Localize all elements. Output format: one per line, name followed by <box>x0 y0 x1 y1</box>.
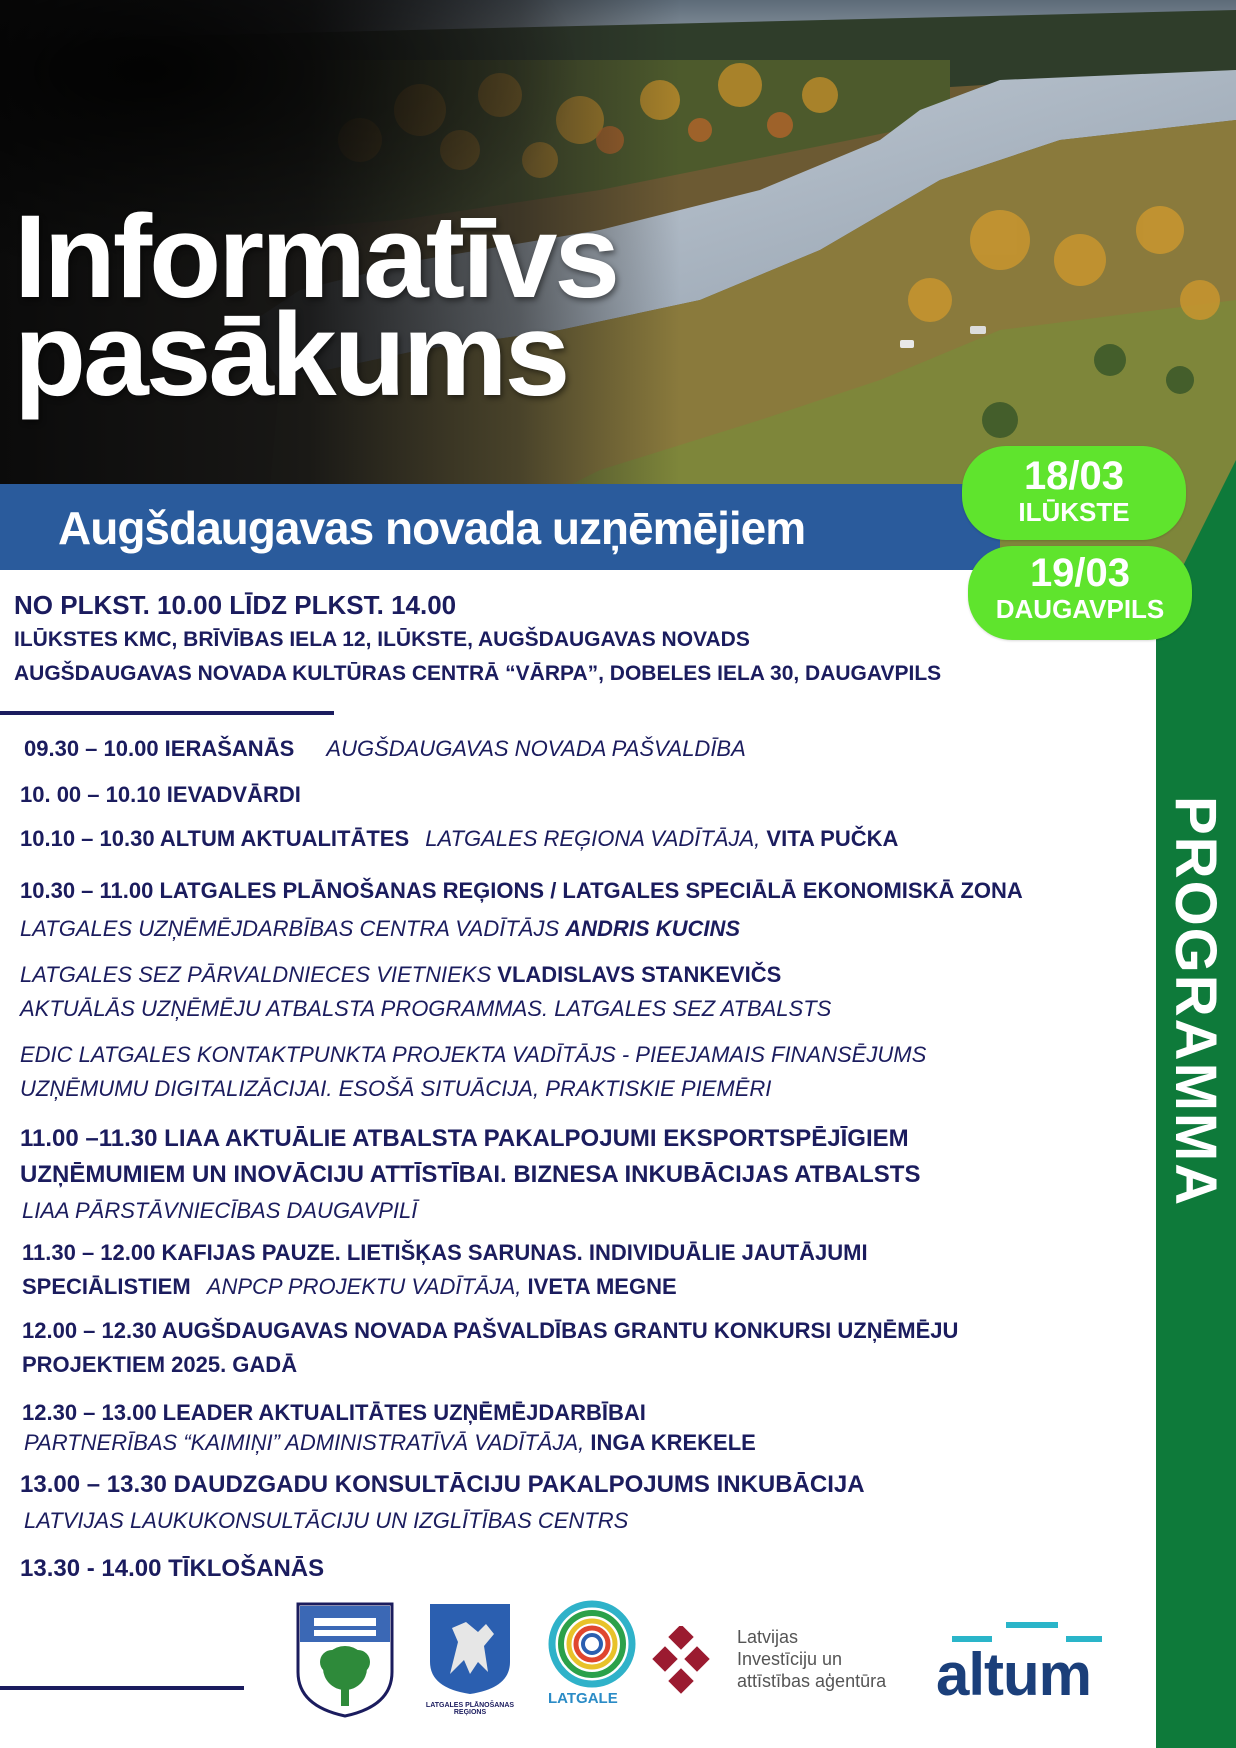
address-1: ILŪKSTES KMC, BRĪVĪBAS IELA 12, ILŪKSTE, AUGŠDAUGAVAS NOVADS <box>14 628 750 651</box>
item-speaker: VLADISLAVS STANKEVIČS <box>497 962 782 987</box>
item-time: 10.10 – 10.30 ALTUM AKTUALITĀTES <box>20 826 410 851</box>
lpr-caption <box>420 1702 520 1716</box>
program-item: 12.30 – 13.00 LEADER AKTUALITĀTES UZŅĒMĒJDARBĪBAI <box>22 1400 646 1425</box>
program-item <box>20 912 740 946</box>
lpr-caption-line-2: REĢIONS <box>453 1709 487 1716</box>
item-speaker: IVETA MEGNE <box>527 1274 677 1299</box>
event-subtitle: Augšdaugavas novada uzņēmējiem <box>58 502 806 554</box>
latgale-caption: LATGALE <box>548 1690 618 1707</box>
program-item: UZŅĒMUMU DIGITALIZĀCIJAI. ESOŠĀ SITUĀCIJA, PRAKTISKIE PIEMĒRI <box>20 1076 772 1101</box>
griffin-coat-of-arms-icon <box>428 1602 512 1696</box>
liaa-line-1: Latvijas <box>737 1627 799 1647</box>
divider-bottom <box>0 1686 244 1690</box>
item-speaker: ANDRIS KUCINS <box>565 916 741 941</box>
item-time: 09.30 – 10.00 IERAŠANĀS <box>24 736 295 761</box>
liaa-logo-icon <box>650 1626 718 1694</box>
date-pill-1 <box>962 446 1186 540</box>
item-role: ANPCP PROJEKTU VADĪTĀJA, <box>206 1274 522 1299</box>
program-item: 10. 00 – 10.10 IEVADVĀRDI <box>20 782 301 807</box>
address-2: AUGŠDAUGAVAS NOVADA KULTŪRAS CENTRĀ “VĀRPA”, DOBELES IELA 30, DAUGAVPILS <box>14 662 942 685</box>
event-time: NO PLKST. 10.00 LĪDZ PLKST. 14.00 <box>14 590 457 620</box>
event-title <box>14 191 618 421</box>
program-item: PROJEKTIEM 2025. GADĀ <box>22 1352 298 1377</box>
date-pill-2 <box>968 546 1192 640</box>
program-item: UZŅĒMUMIEM UN INOVĀCIJU ATTĪSTĪBAI. BIZNESA INKUBĀCIJAS ATBALSTS <box>20 1161 921 1188</box>
title-line-2: pasākums <box>14 289 568 421</box>
date-2: 19/03 <box>1029 551 1131 595</box>
item-speaker: INGA KREKELE <box>590 1430 756 1455</box>
program-item: EDIC LATGALES KONTAKTPUNKTA PROJEKTA VADĪTĀJS - PIEEJAMAIS FINANSĒJUMS <box>20 1042 927 1067</box>
date-1: 18/03 <box>1023 454 1125 498</box>
lpr-caption-line-1: LATGALES PLĀNOŠANAS <box>425 1702 515 1709</box>
program-item: LIAA PĀRSTĀVNIECĪBAS DAUGAVPILĪ <box>22 1198 418 1223</box>
city-1: ILŪKSTE <box>1018 497 1130 527</box>
item-text: SPECIĀLISTIEM <box>22 1274 191 1299</box>
program-item: 10.30 – 11.00 LATGALES PLĀNOŠANAS REĢIONS / LATGALES SPECIĀLĀ EKONOMISKĀ ZONA <box>20 878 1023 903</box>
item-speaker: VITA PUČKA <box>766 826 899 851</box>
augsdaugava-coat-of-arms-icon <box>296 1602 394 1718</box>
program-item: AKTUĀLĀS UZŅĒMĒJU ATBALSTA PROGRAMMAS. LATGALES SEZ ATBALSTS <box>20 996 832 1021</box>
program-item: 13.30 - 14.00 TĪKLOŠANĀS <box>20 1555 325 1582</box>
altum-logo: altum <box>936 1641 1092 1708</box>
program-item: 13.00 – 13.30 DAUDZGADU KONSULTĀCIJU PAKALPOJUMS INKUBĀCIJA <box>20 1471 865 1498</box>
item-desc: AUGŠDAUGAVAS NOVADA PAŠVALDĪBA <box>326 736 746 761</box>
program-item: LATVIJAS LAUKUKONSULTĀCIJU UN IZGLĪTĪBAS CENTRS <box>24 1508 629 1533</box>
program-item: 12.00 – 12.30 AUGŠDAUGAVAS NOVADA PAŠVALDĪBAS GRANTU KONKURSI UZŅĒMĒJU <box>22 1318 959 1343</box>
item-role: LATGALES UZŅĒMĒJDARBĪBAS CENTRA VADĪTĀJS <box>20 916 560 941</box>
program-item: 11.00 –11.30 LIAA AKTUĀLIE ATBALSTA PAKALPOJUMI EKSPORTSPĒJĪGIEM <box>20 1125 909 1152</box>
item-role: PARTNERĪBAS “KAIMIŅI” ADMINISTRATĪVĀ VADĪTĀJA, <box>24 1430 585 1455</box>
program-item <box>22 1270 677 1304</box>
item-role: LATGALES REĢIONA VADĪTĀJA, <box>425 826 761 851</box>
program-item <box>24 1426 756 1460</box>
program-label: PROGRAMMA <box>1163 796 1228 1208</box>
divider-top <box>0 711 334 715</box>
program-item <box>24 732 746 766</box>
liaa-name <box>737 1626 886 1692</box>
item-role: LATGALES SEZ PĀRVALDNIECES VIETNIEKS <box>20 962 492 987</box>
program-item <box>20 958 781 992</box>
latgale-rings-icon <box>548 1600 636 1688</box>
program-item: 11.30 – 12.00 KAFIJAS PAUZE. LIETIŠĶAS SARUNAS. INDIVIDUĀLIE JAUTĀJUMI <box>22 1240 868 1265</box>
liaa-line-2: Investīciju un <box>737 1649 843 1669</box>
liaa-line-3: attīstības aģentūra <box>737 1671 887 1691</box>
program-item <box>20 822 898 856</box>
city-2: DAUGAVPILS <box>995 594 1165 624</box>
title-line-1: Informatīvs <box>14 191 618 323</box>
